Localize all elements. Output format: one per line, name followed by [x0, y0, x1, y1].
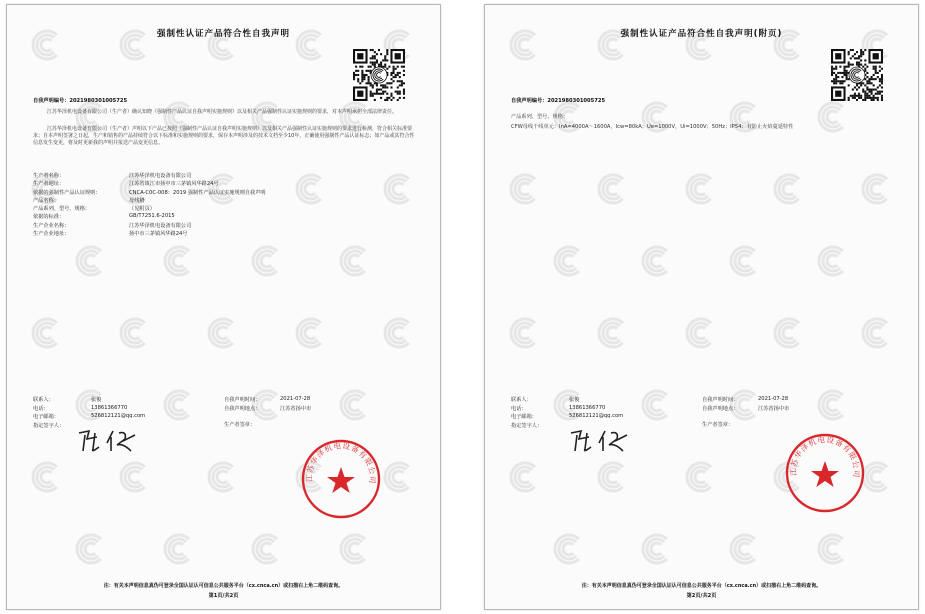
- info-value: GB/T7251.6-2015: [129, 213, 175, 220]
- qr-code-icon[interactable]: [353, 49, 405, 101]
- product-info-list: [33, 172, 413, 238]
- contact-row: [511, 413, 661, 422]
- info-label: 依据的强制性产品认证规则：: [33, 189, 101, 196]
- declaration-number: [511, 97, 605, 104]
- contact-name-value: 张俊: [91, 397, 102, 403]
- info-value: 母线槽: [129, 197, 145, 204]
- contact-name-value: 张俊: [569, 397, 580, 403]
- company-seal-icon: [299, 437, 383, 521]
- meta-row: [224, 421, 364, 430]
- contact-name-label: 联系人：: [511, 397, 532, 403]
- info-row: [33, 222, 413, 230]
- info-value: CNCA-C0C-008：2019 强制性产品认证实施规则自我声明: [129, 189, 266, 196]
- seal-text: 江苏华泽机电设备有限公司: [788, 435, 862, 479]
- info-value: （见附页）: [129, 206, 155, 213]
- decl-time-label: 自我声明时间：: [224, 397, 261, 403]
- signer-label: 指定签字人：: [33, 423, 65, 430]
- model-spec: [511, 113, 793, 130]
- meta-row: [702, 396, 842, 405]
- contact-row: [511, 396, 661, 405]
- meta-row: [224, 396, 364, 405]
- model-value: CFW母线干线单元：InA=4000A～1600A，Icw=80kA；Ue=1000V，Ui=1000V；50Hz；IP54；有防止火焰蔓延特性: [511, 124, 794, 130]
- phone-value: 13861366770: [91, 404, 128, 411]
- footer-note: 注：有关本声明信息真伪可登录全国认证认可信息公共服务平台（cx.cnca.cn）或扫描右上角二维码查询。: [103, 583, 344, 589]
- declaration-page-1: [6, 4, 441, 610]
- meta-row: [702, 421, 842, 430]
- ccc-mark-icon: [371, 67, 387, 83]
- contact-row: [33, 413, 183, 422]
- declaration-paragraph-2: 江苏华泽机电设备有限公司（生产者）声明以下产品已按照《强制性产品认证自我声明实施规则》以及相关产品强制性认证实施规则的要求进行检测，符合相关标准要求；自本声明签署之日起，生产和销售的产品持续符合以下标准和实施规则的要求，保存本声明涉及的技术文档至少10年，正确使用强制性产品认证标志；如产品或其符合性信息发生变更，将及时更新我的声明并报送产品变更信息。: [33, 126, 415, 146]
- email-value: 526812121@qq.com: [91, 413, 146, 420]
- info-row: [33, 230, 413, 238]
- decl-place-label: 自我声明地点：: [702, 405, 739, 412]
- email-label: 电子邮箱：: [33, 414, 59, 421]
- signature-icon: [75, 425, 155, 455]
- phone-label: 电话：: [511, 405, 527, 412]
- contact-name-label: 联系人：: [33, 397, 54, 403]
- decl-place-value: 江苏省扬中市: [280, 405, 312, 412]
- info-value: 江苏华泽机电设备有限公司: [129, 173, 192, 179]
- info-value: 江苏华泽机电设备有限公司: [129, 222, 192, 229]
- info-label: 生产企业地址：: [33, 231, 70, 238]
- meta-row: [224, 405, 364, 414]
- model-label: 产品系列、型号、规格：: [511, 114, 569, 120]
- email-label: 电子邮箱：: [511, 414, 537, 421]
- contact-row: [33, 396, 183, 405]
- info-label: 生产企业名称：: [33, 222, 70, 229]
- declaration-number-label: 自我声明编号：: [511, 98, 548, 104]
- seal-text: 江苏华泽机电设备有限公司: [304, 441, 378, 485]
- declaration-paragraph-1: 江苏华泽机电设备有限公司（生产者）确认知晓《强制性产品认证自我声明实施规则》以及相关产品强制性认证实施规则的要求，对本声明承担全部法律责任。: [47, 109, 398, 115]
- decl-place-label: 自我声明地点：: [224, 405, 261, 412]
- producer-sign-label: 生产者签章：: [224, 422, 256, 429]
- producer-sign-label: 生产者签章：: [702, 422, 734, 429]
- info-row: [33, 180, 413, 188]
- decl-time-value: 2021-07-28: [758, 396, 789, 402]
- info-label: 生产者名称：: [33, 173, 65, 179]
- footer-note: 注：有关本声明信息真伪可登录全国认证认可信息公共服务平台（cx.cnca.cn）或扫描右上角二维码查询。: [581, 583, 822, 589]
- company-seal-icon: [783, 431, 867, 515]
- page-number: 第2页/共2页: [686, 593, 717, 599]
- info-value: 江苏省镇江市扬中市三茅镇风华路24号: [129, 181, 219, 188]
- declaration-number-value: 2021980301005725: [547, 98, 606, 104]
- decl-place-value: 江苏省扬中市: [758, 405, 790, 412]
- declaration-meta: [224, 396, 364, 430]
- page-title: 强制性认证产品符合性自我声明: [156, 29, 290, 39]
- email-value: 526812121@qq.com: [569, 413, 624, 420]
- phone-label: 电话：: [33, 405, 49, 412]
- signature-icon: [567, 425, 647, 455]
- info-label: 产品系列、型号、规格：: [33, 206, 91, 213]
- ccc-mark-icon: [849, 67, 865, 83]
- info-row: [33, 213, 413, 221]
- contact-row: [511, 405, 661, 414]
- info-value: 扬中市三茅镇风华路24号: [129, 231, 188, 238]
- declaration-number: [33, 97, 127, 104]
- phone-value: 13861366770: [569, 404, 606, 411]
- page-title: 强制性认证产品符合性自我声明(附页): [620, 29, 783, 39]
- info-row: [33, 197, 413, 205]
- info-row: [33, 189, 413, 197]
- declaration-page-2: [484, 4, 919, 610]
- info-label: 产品名称：: [33, 197, 59, 204]
- page-number: 第1页/共2页: [208, 593, 239, 599]
- info-label: 生产者地址：: [33, 181, 65, 188]
- contact-row: [33, 405, 183, 414]
- declaration-number-label: 自我声明编号：: [33, 98, 70, 104]
- info-label: 依据的标准：: [33, 214, 65, 221]
- info-row: [33, 172, 413, 180]
- qr-code-icon[interactable]: [831, 49, 883, 101]
- decl-time-value: 2021-07-28: [280, 396, 311, 402]
- declaration-meta: [702, 396, 842, 430]
- meta-row: [702, 405, 842, 414]
- decl-time-label: 自我声明时间：: [702, 397, 739, 403]
- declaration-number-value: 2021980301005725: [69, 98, 128, 104]
- info-row: [33, 205, 413, 213]
- signer-label: 指定签字人：: [511, 423, 543, 430]
